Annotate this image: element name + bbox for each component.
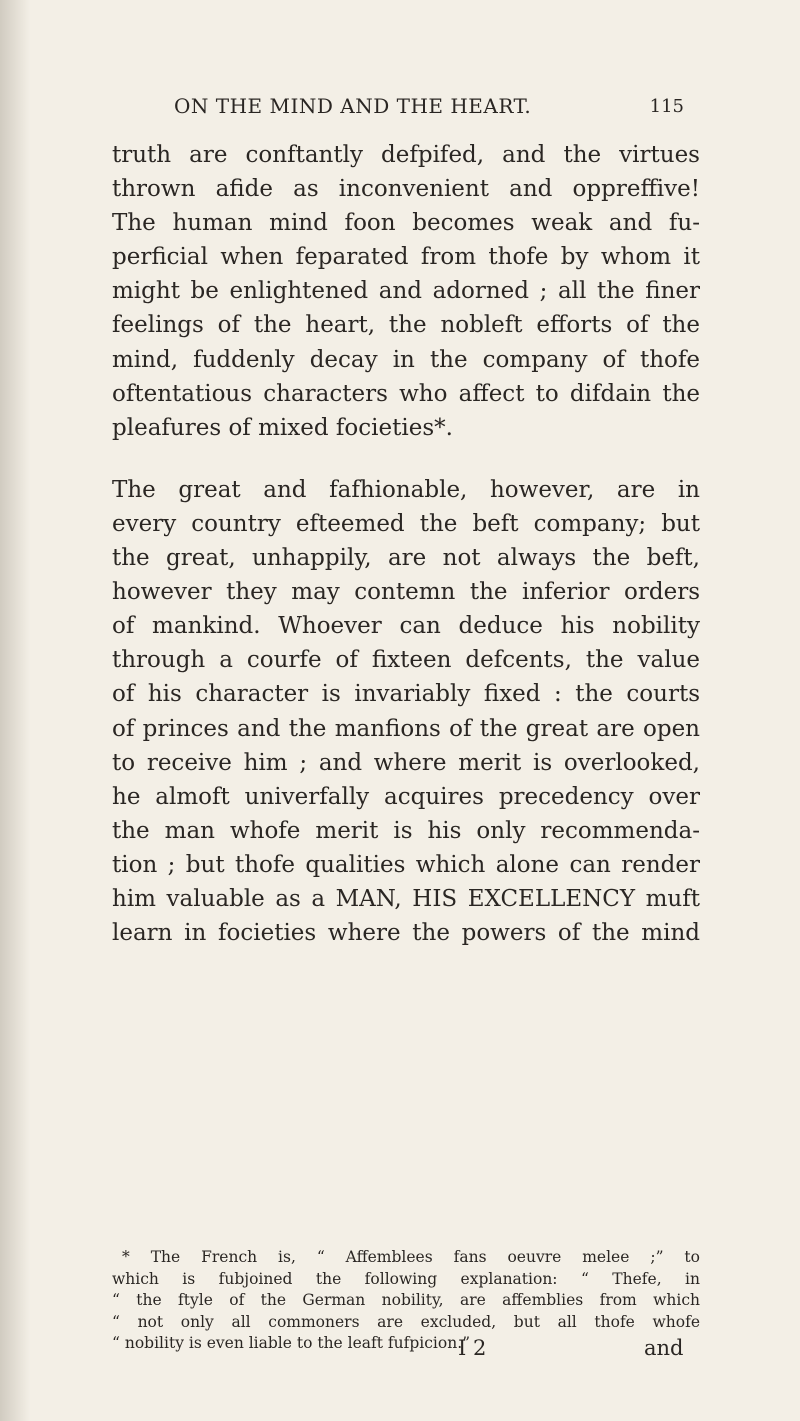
footnote-line: “ not only all commoners are excluded, but all thofe whofe — [112, 1312, 700, 1331]
paragraph-break — [112, 445, 700, 473]
running-header — [174, 94, 684, 128]
text-line: might be enlightened and adorned ; all the finer — [112, 278, 700, 305]
text-line: pleafures of mixed focieties*. — [112, 414, 453, 441]
text-line: The human mind foon becomes weak and fu- — [112, 210, 700, 237]
footnote-line: * The French is, “ Affemblees fans oeuvre melee ;” to — [122, 1248, 700, 1266]
text-line: of his character is invariably fixed : the courts — [112, 681, 700, 708]
text-line: to receive him ; and where merit is overlooked, — [112, 749, 700, 776]
text-line: of mankind. Whoever can deduce his nobility — [112, 613, 700, 640]
text-line: the great, unhappily, are not always the beft, — [112, 545, 700, 572]
text-line: of princes and the manfions of the great are open — [112, 715, 700, 742]
text-line: perficial when feparated from thofe by whom it — [112, 244, 700, 271]
text-line: the man whofe merit is his only recommenda- — [112, 817, 700, 844]
text-line: feelings of the heart, the nobleft efforts of the — [112, 312, 700, 339]
catchword: and — [644, 1336, 684, 1360]
text-line: The great and fafhionable, however, are in — [112, 476, 700, 503]
signature-mark: I 2 — [458, 1336, 487, 1360]
footnote-line: which is fubjoined the following explanation: “ Thefe, in — [112, 1269, 700, 1288]
page-edge-shadow — [0, 0, 30, 1421]
footnote-line: “ nobility is even liable to the leaft fufpicion.” — [112, 1334, 471, 1352]
text-line: he almoft univerfally acquires precedency over — [112, 783, 700, 810]
text-line: however they may contemn the inferior orders — [112, 579, 700, 606]
footnote — [112, 1247, 700, 1355]
text-line: learn in focieties where the powers of the mind — [112, 920, 700, 947]
running-title: ON THE MIND AND THE HEART. — [174, 94, 532, 118]
body-text — [112, 138, 700, 950]
text-line: oftentatious characters who affect to difdain the — [112, 380, 700, 407]
text-line: him valuable as a MAN, HIS EXCELLENCY muft — [112, 885, 700, 912]
text-line: thrown afide as inconvenient and oppreffive! — [112, 176, 700, 203]
text-line: truth are conftantly defpifed, and the virtues — [112, 142, 700, 168]
text-line: through a courfe of fixteen defcents, the value — [112, 647, 700, 674]
text-line: mind, fuddenly decay in the company of thofe — [112, 346, 700, 373]
text-line: tion ; but thofe qualities which alone can render — [112, 851, 700, 878]
text-line: every country efteemed the beft company; but — [112, 510, 700, 537]
page-number: 115 — [649, 96, 684, 117]
footnote-line: “ the ftyle of the German nobility, are affemblies from which — [112, 1291, 700, 1309]
